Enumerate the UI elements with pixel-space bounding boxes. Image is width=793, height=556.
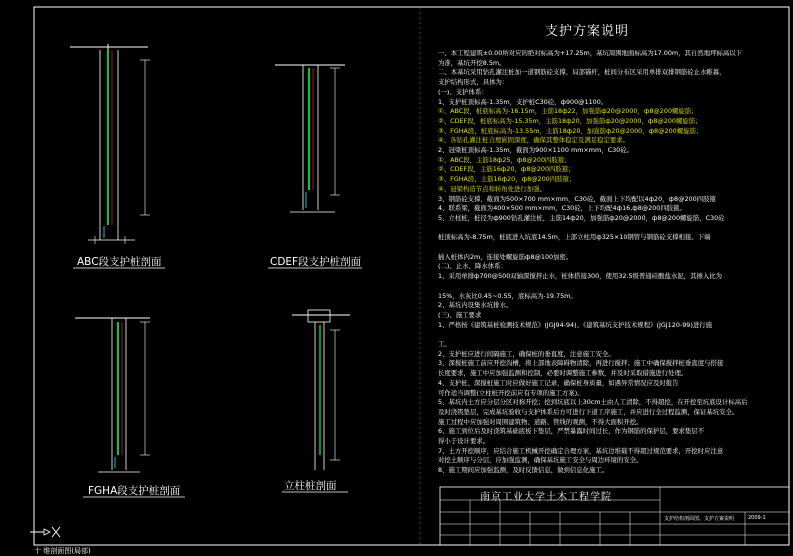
fgha-section-drawing [75, 318, 150, 472]
notes-line: 桩顶标高为-8.75m，桩底进入坑底14.5m，上部立柱用ф325×10钢管与钢筋砼支撑相接。下端 [438, 233, 711, 242]
notes-line: 施工过程中应加强对周围建筑物、道路、管线的观测，不得大面积开挖。 [438, 417, 643, 426]
notes-line: 2、冠梁桩顶标高-1.35m，截面为900×1100 mm×mm，C30砼。 [438, 146, 633, 154]
notes-line: 二、本基坑采用钻孔灌注桩加一道钢筋砼支撑，局部锚杆，桩间分布区采用单排双排钢筋砼止水帷幕， [438, 68, 726, 77]
notes-line: 7、土方开挖顺序，应结合施工机械开挖确定合理方案，基坑边堆载不得超过规范要求，开挖时应注意 [438, 446, 724, 455]
notes-body [438, 50, 793, 495]
caption-fgha: FGHA段支护桩剖面 [88, 485, 181, 497]
caption-cdef: CDEF段支护桩剖面 [270, 256, 362, 268]
notes-line: 4、支护桩、深搅桩施工时应做好施工记录，确保桩身质量，如遇异常情况应及时报告 [438, 378, 679, 387]
caption-abc: ABC段支护桩剖面 [77, 256, 162, 268]
notes-line: 8、施工期间应加强监测，及时反馈信息，做到信息化施工。 [438, 466, 609, 475]
notes-line: 长度要求，施工中应加强监测和控制，必要时调整施工参数，并及时采取措施进行处理。 [438, 369, 688, 378]
notes-line: 6、施工到位后及时浇筑基础底板下垫层，严禁暴露时间过长，作为钢筋的保护层，要求垫层不 [438, 427, 705, 436]
title-block-school: 南京工业大学土木工程学院 [480, 492, 612, 503]
notes-line: ④、各钻孔灌注桩合理嵌固深度，确保其整体稳定及满足稳定要求。 [438, 136, 630, 145]
notes-line: 2、支护桩应进行间隔施工，确保桩的垂直度，注意施工安全。 [438, 349, 615, 358]
notes-line: 1、严格按《建筑基桩检测技术规范》(JGJ94-94)、《建筑基坑支护技术规程》(JGJ120-99)进行施 [438, 320, 712, 329]
notes-line: 及时浇筑垫层，完成基坑验收与支护体系后方可进行下道工序施工，并应进行全过程监测，保证基坑安全。 [438, 407, 739, 416]
cdef-section-drawing [275, 65, 345, 212]
notes-line: 1、支护桩顶标高-1.35m，支护桩C30砼，ф900@1100。 [438, 97, 608, 106]
title-block-drawing-no: 2009-1 [748, 515, 766, 521]
notes-line: 5、基坑内土方应分层分区对称开挖；挖到坑底以上30cm土由人工清除，不得超挖，在开挖至坑底设计标高后 [438, 398, 748, 407]
notes-line: 为准，基坑开挖8.5m。 [438, 58, 506, 67]
notes-line: ①、ABC段，桩底标高为-16.15m，主筋18ф22，加强筋ф20@2000，ф8@200螺旋筋； [438, 107, 698, 116]
notes-line: 可作适当调整(立柱桩开挖前应有专项的施工方案)。 [438, 388, 584, 397]
notes-line: 一、本工程建筑±0.00所对应的绝对标高为+17.25m，基坑周围地面标高为17.00m，其自然地坪标高以下 [438, 50, 743, 57]
notes-line: ③、FGHA段，主筋16ф20，ф8@200四肢箍； [438, 175, 576, 184]
notes-line: ②、CDEF段，桩底标高为-15.35m，主筋18ф20，加强筋ф20@2000，ф8@200螺旋筋； [438, 116, 702, 125]
caption-column: 立柱桩剖面 [284, 480, 337, 492]
notes-line: 1、采用单排ф700@500双轴深搅拌止水，桩体搭接300，使用32.5级普通硅酸盐水泥，其掺入比为 [438, 272, 723, 281]
notes-title: 支护方案说明 [545, 24, 630, 39]
title-block-drawing-name: 支护结构剖面图、支护方案说明 [664, 516, 735, 522]
notes-line: ①、ABC段，主筋18ф25，ф8@200四肢箍； [438, 155, 571, 164]
notes-line: 工。 [438, 340, 451, 348]
notes-line: 3、钢筋砼支撑，截面为500×700 mm×mm，C30砼，截面上下均配以4ф20，ф8@200四肢箍 [438, 194, 716, 203]
notes-line: (一)、支护体系： [438, 87, 488, 96]
notes-line: ②、CDEF段，主筋16ф20，ф8@200四肢箍； [438, 165, 575, 174]
bottom-left-label: 十 维剖面图(局部) [34, 547, 91, 555]
notes-line: 2、基坑内设集水坑排水。 [438, 301, 513, 310]
notes-line: 得小于设计要求。 [438, 437, 490, 445]
notes-line: (三)、施工要求 [438, 310, 482, 319]
notes-line: 对挖土顺序与分层，应加强监测，确保基坑施工安全与周边环境的安全。 [438, 456, 643, 465]
notes-line: 插入桩体内2m，连接处螺旋筋ф8@100加密。 [438, 252, 573, 261]
notes-line: 4、联系梁，截面为400×500 mm×mm，C30砼，上下均配4ф16,ф8@200四肢箍。 [438, 204, 686, 213]
abc-section-drawing [70, 44, 150, 244]
notes-line: ③、FGHA段，桩底标高为-13.55m，主筋18ф20，加强筋ф20@2000，ф8@200螺旋筋； [438, 126, 703, 135]
notes-line: 3、深搅桩施工前应开挖沟槽，将上部地表障碍物清除，再进行搅拌；施工中确保搅拌桩垂直度与搭接 [438, 359, 724, 368]
notes-line: (二)、止水、降水体系： [438, 262, 507, 271]
notes-line: 15%，水灰比0.45~0.55，底标高为-19.75m。 [438, 291, 577, 300]
notes-line: 5、立柱桩，桩径为ф900钻孔灌注桩，主筋14ф20，加强筋ф20@2000，ф8@200螺旋筋，C30砼 [438, 213, 725, 222]
column-section-drawing [292, 310, 350, 470]
notes-line: ④、冠梁构造节点和转角处进行加强。 [438, 184, 546, 193]
notes-line: 支护结构形式，具体为： [438, 78, 509, 87]
